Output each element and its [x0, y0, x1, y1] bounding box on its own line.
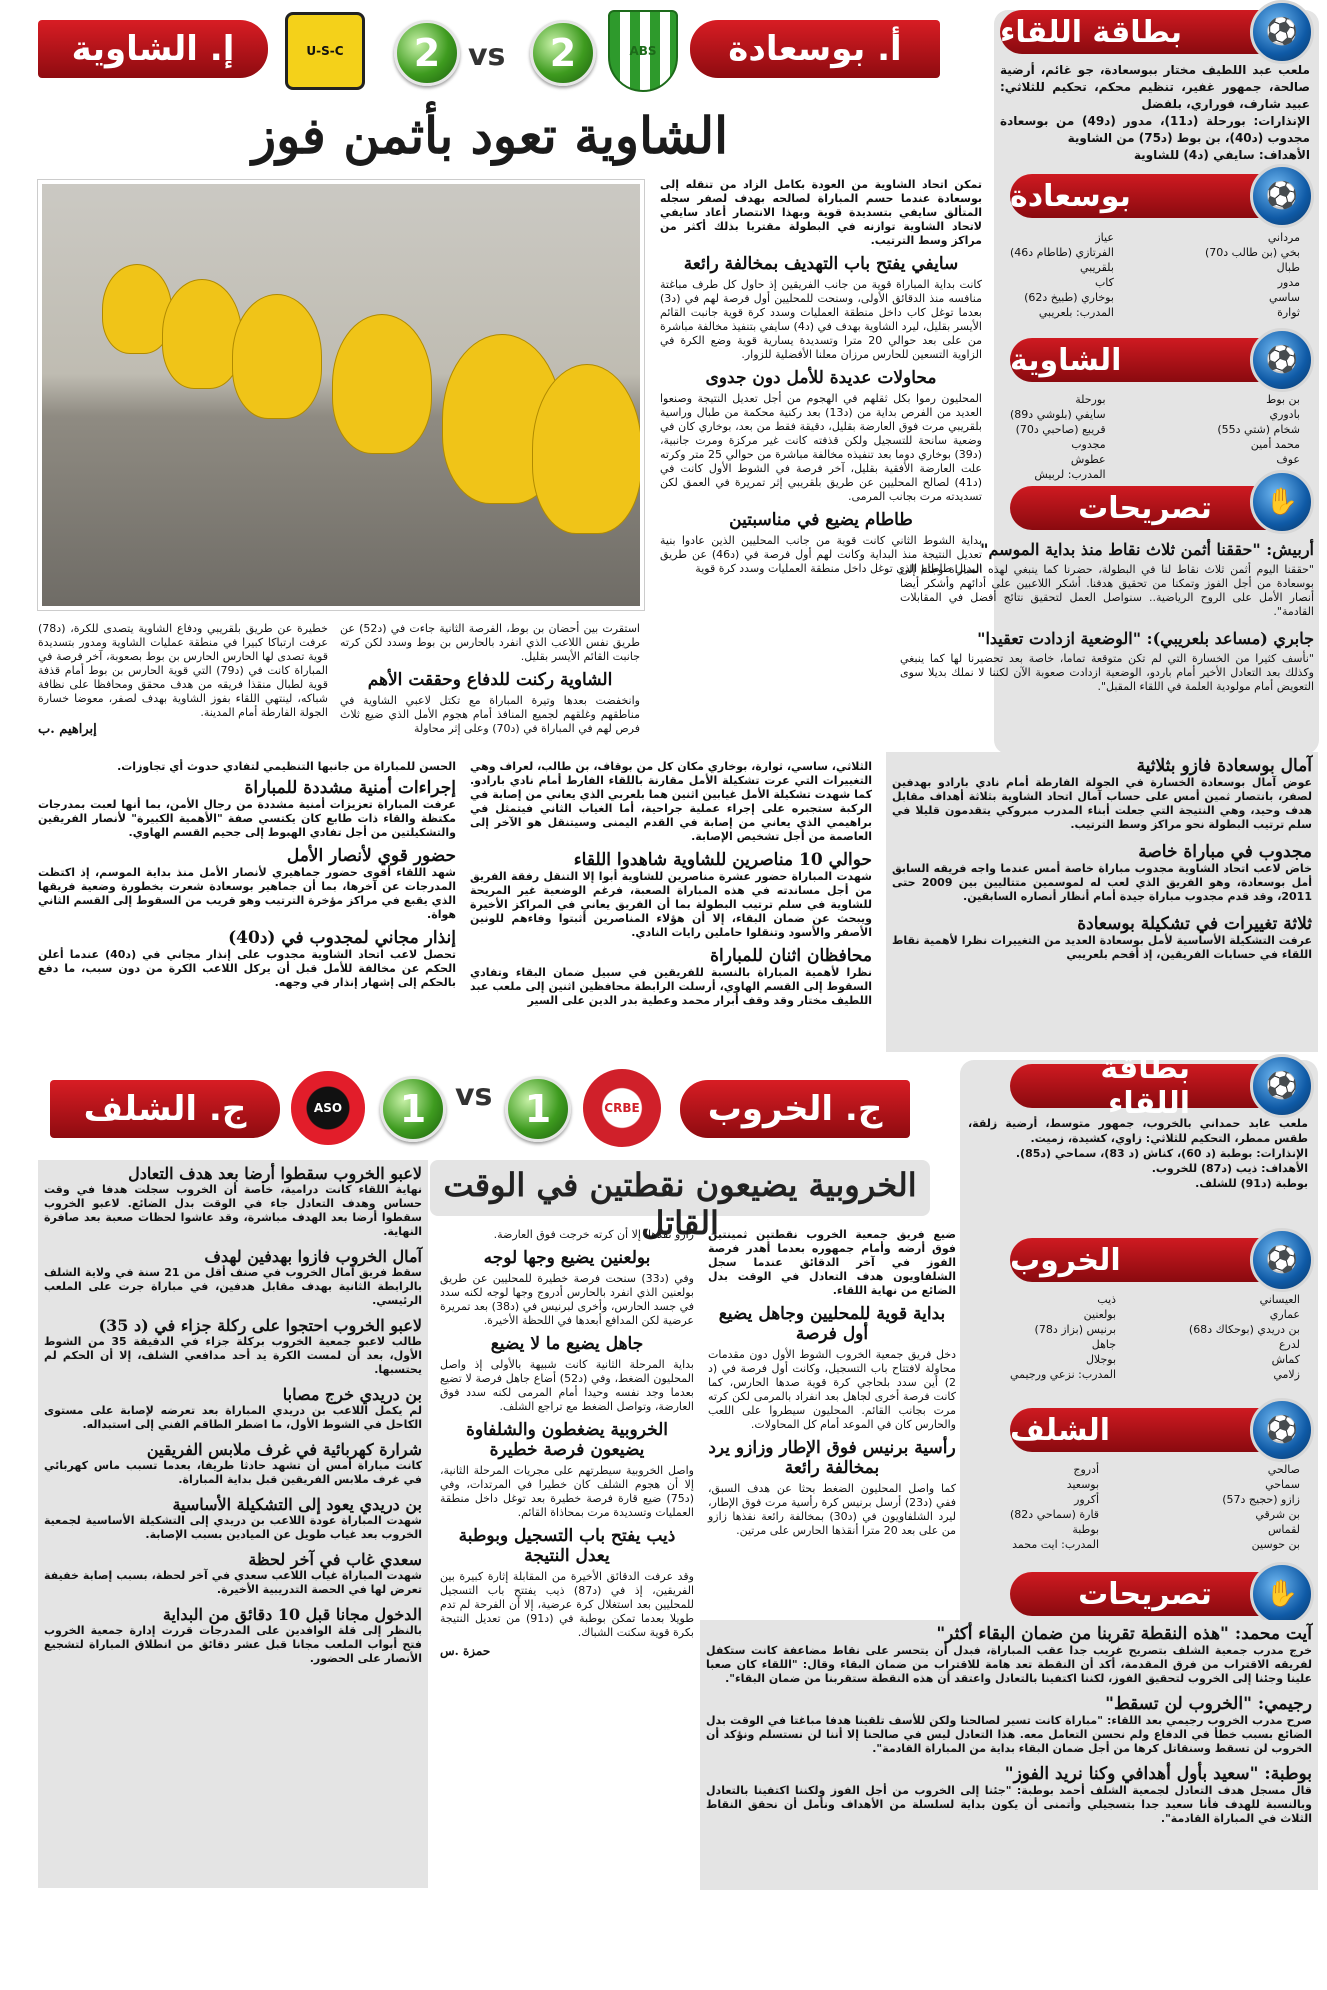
match1-right-h2: حضور قوي لأنصار الأمل — [286, 846, 456, 866]
match2-team1-lineup: العيساني عماري بن دريدي (بوحكاك د68) لدرع كماش زلامي ذيب بولعنين برنيس (بزاز د78) جاهل بوجلال المدرب: نزعي ورجيمي — [1010, 1293, 1300, 1381]
match1-side-h1: آمال بوسعادة فازو بثلاثية — [1136, 756, 1312, 776]
match2-decl1-body: خرج مدرب جمعية الشلف بتصريح غريب جدا عقب المباراة، فبدل أن يتحسر على نقاط مضاعفة كانت ستكفل لفريقه الاقتراب من فرق المقدمة، أكد أن النقطة تعد هامة للاقتراب من ضمان البقاء وقال: "اللقاء كان صعبا علينا وجئنا إلى الخروب لتحقيق الفوز، لكننا اكتفينا بالتعادل واعتقد أن هذه النقطة ستقربنا من ضمان البقاء". — [706, 1644, 1312, 1685]
match1-away-logo: U-S-C — [285, 12, 365, 90]
match1-decl1-body: "حققنا اليوم أثمن ثلاث نقاط لنا في البطولة، حضرنا كما ينبغي لهذه المباراة وجئنا إلى بوسعادة من أجل الفوز وتمكنا من تحقيق هدفنا. أشكر اللاعبين على أدائهم وأشكر أيضا أنصار الأمل على الروح الرياضية.. سنواصل العمل لتحقيق نتائج أفضل في المقابلات القادمة". — [900, 563, 1314, 618]
match2-r-h6: بن دريدي يعود إلى التشكيلة الأساسية — [172, 1495, 422, 1514]
match2-article-col2 — [440, 1228, 694, 1658]
match2-vs: vs — [455, 1078, 493, 1113]
match2-r-h1: لاعبو الخروب سقطوا أرضا بعد هدف التعادل — [128, 1164, 422, 1183]
match2-r-h4: بن دريدي خرج مصابا — [282, 1385, 422, 1404]
match1-signature: إبراهيم .ب — [38, 722, 97, 737]
match2-headline: الخروبية يضيعون نقطتين في الوقت القاتل — [443, 1166, 917, 1242]
match1-sub3: طاطام يضيع في مناسبتين — [729, 510, 913, 530]
match1-away-banner — [38, 20, 268, 78]
match2-away-team: ج. الشلف — [83, 1089, 247, 1129]
player-icon: ⚽ — [1250, 328, 1314, 392]
match1-lead: تمكن اتحاد الشاوية من العودة بكامل الزاد من تنقله إلى بوسعادة عندما حسم المباراة لصالحه بهدف لصفر سجله المتألق سايفي بتسديدة قوية وبهذا الانتصار أعاد سايفي لاتحاد الشاوية توازنه في البطولة مقتربا بذلك أكثر من مراكز وسط الترتيب. — [660, 178, 982, 247]
match1-col-left: خطيرة عن طريق بلقريبي ودفاع الشاوية يتصدى للكرة، (د78) عرفت ارتباكا كبيرا في منطقة عمليات الشاوية ومدور بتسديدة قوية تصدى لها الحارس الحارس بن بوط بصعوبة، آخر فرصة في المباراة كانت في (د79) التي قوية الحارس بن بوط أمام قذفة قوية لطبال منقذا فريقه من هدف محقق ومحافظا على نظافة شباكه، لينتهي اللقاء بفوز الشاوية بهدف لصفر، معوضا خسارة الجولة الفارطة أمام المدينة. — [38, 622, 328, 719]
match1-side-h2: مجدوب في مباراة خاصة — [1138, 842, 1312, 862]
match2-decl3-heading: بوطبة: "سعيد بأول أهدافي وكنا نريد الفوز" — [1004, 1764, 1312, 1784]
match2-r-h7: سعدي غاب في آخر لحظة — [248, 1550, 422, 1569]
match1-article-col1 — [660, 178, 982, 576]
match2-c2-h4: ذيب يفتح باب التسجيل وبوطبة يعدل النتيجة — [458, 1526, 676, 1566]
match2-away-score: 1 — [380, 1076, 446, 1142]
match1-right-b3: تحصل لاعب اتحاد الشاوية مجدوب على إنذار مجاني في (د40) عندما أعلن الحكم عن مخالفة للأمل قبل أن يركل اللاعب الكرة من دون سبب، ما دفع بالحكم إلى إشهار إنذار في وجهه. — [38, 948, 456, 989]
match1-right-text: الحسن للمباراة من جانبها التنظيمي لتفادي حدوث أي تجاوزات. — [117, 760, 456, 773]
match2-r-b6: شهدت المباراة عودة اللاعب بن دريدي إلى التشكيلة الأساسية لجمعية الخروب بعد غياب طويل عن الميادين بسبب الإصابة. — [44, 1514, 422, 1541]
match2-r-b1: نهاية اللقاء كانت درامية، خاصة أن الخروب سجلت هدفا في وقت حساس وهدف التعادل جاء في الوقت بدل الضائع. لاعبو الخروب سقطوا أرضا بعد الهدف مباشرة، وقد عاشوا لحظات صعبة بعد صافرة النهاية. — [44, 1183, 422, 1238]
match2-left-notes — [44, 1164, 422, 1666]
match1-mid-notes — [470, 760, 872, 1008]
match2-r-b4: لم يكمل اللاعب بن دريدي المباراة بعد تعرضه لإصابة على مستوى الكاحل في الشوط الأول، ما اضطر الطاقم الفني إلى استبداله. — [44, 1404, 422, 1431]
match2-c2-h2: جاهل يضيع ما لا يضيع — [490, 1334, 644, 1354]
match1-col-mid: استقرت بين أحضان بن بوط، الفرصة الثانية جاءت في (د52) عن طريق نفس اللاعب الذي انفرد بالحارس بن بوط وسدد لكن كرته جانبت القائم الأيسر بقليل. — [340, 622, 640, 663]
match1-side-notes — [892, 756, 1312, 962]
player-icon: ⚽ — [1250, 164, 1314, 228]
match1-side-b3: عرفت التشكيلة الأساسية لأمل بوسعادة العديد من التغييرات نظرا لأهمية نقاط اللقاء في حسابات الفريقين، إذ أقحم بلعريبي — [892, 934, 1312, 961]
match2-home-score: 1 — [505, 1076, 571, 1142]
match1-mid-b3: نظرا لأهمية المباراة بالنسبة للفريقين في سبيل ضمان البقاء وتفادي السقوط إلى القسم الهاوي، أرسلت الرابطة محافظين اثنين إلى ملعب عبد اللطيف مختار وقد وقف أبرار محمد وعطية بدر الدين على السير — [470, 966, 872, 1007]
match2-r-b7: شهدت المباراة غياب اللاعب سعدي في آخر لحظة، بسبب إصابة خفيفة تعرض لها في الحصة التدريبية الأخيرة. — [44, 1569, 422, 1596]
match1-sub1: سايفي يفتح باب التهديف بمخالفة رائعة — [683, 254, 959, 274]
match2-article-col1 — [708, 1228, 956, 1538]
match1-headline: الشاوية تعود بأثمن فوز — [251, 106, 729, 165]
match1-mid-h2: حوالي 10 مناصرين للشاوية شاهدوا اللقاء — [573, 850, 872, 870]
match1-mid-b2: شهدت المباراة حضور عشرة مناصرين للشاوية أبوا إلا التنقل رفقة الفريق من أجل مساندته في هذه المباراة الصعبة، فرغم الوضعية غير المريحة للشاوية في سلم ترتيب البطولة بما أن الفريق يعاني في المراكز الأخيرة ويبحث عن ضمان البقاء، إلا أن هؤلاء المناصرين أثبتوا وفاءهم للونين الأصفر والأسود وتنقلوا حاملين رايات النادي. — [470, 870, 872, 939]
match2-declarations-bar: تصريحات — [1010, 1572, 1280, 1616]
player-icon: ⚽ — [1250, 1398, 1314, 1462]
match2-declarations — [706, 1624, 1312, 1826]
match1-body3: بداية الشوط الثاني كانت قوية من جانب المحليين الذين عادوا بنية تعديل النتيجة منذ البداية وكانت لهم أول فرصة في (د46) عن طريق البديل طاطام الذي توغل داخل منطقة العمليات وسدد كرة قوية — [660, 534, 982, 575]
match2-decl1-heading: آيت محمد: "هذه النقطة تقربنا من ضمان البقاء أكثر" — [936, 1624, 1312, 1644]
match1-team2-lineup: بن بوط بادوري شخام (شتي د55) محمد أمين عوف بورحلة سايفي (بلوشي د89) قريبع (صاحبي د70) مجدوب عطوش المدرب: لربيش — [1010, 393, 1300, 481]
match1-right-b2: شهد اللقاء أقوى حضور جماهيري لأنصار الأمل منذ بداية الموسم، إذ اكتظت المدرجات عن آخرها، بما أن جماهير بوسعادة شعرت بخطورة وضعية فريقها الذي يقبع في مراكز مؤخرة الترتيب وهو قريب من السقوط إلى القسم الثاني هواة. — [38, 866, 456, 921]
match1-side-h3: ثلاثة تغييرات في تشكيلة بوسعادة — [1077, 914, 1312, 934]
match2-card-title-bar: بطاقة اللقاء — [1010, 1064, 1280, 1108]
match1-declarations-bar: تصريحات — [1010, 486, 1280, 530]
match2-c2-h3: الخروبية يضغطون والشلفاوة يضيعون فرصة خطيرة — [466, 1420, 668, 1460]
match2-away-banner — [50, 1080, 280, 1138]
match1-home-score: 2 — [530, 20, 596, 86]
match2-c2-b4: وقد عرفت الدقائق الأخيرة من المقابلة إثارة كبيرة بين الفريقين، إذ في (د87) ذيب يفتتح باب التسجيل للمحليين بعد استغلال كرة عرضية، إلا أن الفرحة لم تدم طويلا بعدما تمكن بوطبة في (د91) من تعديل النتيجة بكرة قوية سكنت الشباك. — [440, 1570, 694, 1639]
match1-mid-h3: محافظان اثنان للمباراة — [710, 946, 872, 966]
match2-c2-b3: واصل الخروبية سيطرتهم على مجريات المرحلة الثانية، إلا أن هجوم الشلف كان خطيرا في المرتدات، وفي (د75) ضيع قارة فرصة خطيرة بعد توغل داخل منطقة العمليات وتسديدة مرت بمحاذاة القائم. — [440, 1464, 694, 1519]
match1-decl1-heading: أربيش: "حققنا أثمن ثلاث نقاط منذ بداية الموسم" — [980, 540, 1314, 559]
match2-c2-b1: وفي (د33) سنحت فرصة خطيرة للمحليين عن طريق بولعنين الذي انفرد بالحارس أدروج وجها لوجه لكنه سدد في جسد الحارس، وأخرى لبرنيس في (د38) بعد تمريرة عرضية لكن المدافع أبعدها في اللحظة الأخيرة. — [440, 1272, 694, 1327]
match2-r-h2: آمال الخروب فازوا بهدفين لهدف — [204, 1247, 422, 1266]
match1-home-logo: ABS — [608, 10, 678, 92]
match1-decl2-heading: جابري (مساعد بلعريبي): "الوضعية ازدادت تعقيدا" — [977, 629, 1314, 648]
match2-c1-b2: كما واصل المحليون الضغط بحثا عن هدف السبق، ففي (د23) أرسل برنيس كرة رأسية مرت فوق الإطار، ليرد الشلفاويون في (د30) بمخالفة رائعة نفذها زازو من على بعد 20 مترا أنقذها الحارس على مرتين. — [708, 1482, 956, 1537]
match2-lead2: زازو نفذها، إلا أن كرته خرجت فوق العارضة. — [493, 1228, 694, 1241]
whistle-icon: ✋ — [1250, 1562, 1314, 1626]
match2-r-h8: الدخول مجانا قبل 10 دقائق من البداية — [162, 1605, 422, 1624]
match1-team-photo — [38, 180, 644, 610]
match2-r-b8: بالنظر إلى قلة الوافدين على المدرجات قررت إدارة جمعية الخروب فتح أبواب الملعب مجانا قبل عشر دقائق من انطلاق المباراة لتشجيع الأنصار على الحضور. — [44, 1624, 422, 1665]
match2-home-team: ج. الخروب — [707, 1089, 883, 1129]
match2-card-text: ملعب عابد حمداني بالخروب، جمهور متوسط، أرضية زلقة، طقس ممطر، التحكيم للثلاثي: زاوي، كشيدة، زميت. الإنذارات: بوطبة (د 60)، كناش (د 83)، سماحي (د85). الأهداف: ذيب (د87) للخروب. بوطبة (د91) للشلف. — [968, 1117, 1308, 1190]
match1-sub4: الشاوية ركنت للدفاع وحققت الأهم — [367, 670, 613, 690]
match1-side-b2: خاض لاعب اتحاد الشاوية مجدوب مباراة خاصة أمس عندما واجه فريقه السابق أمل بوسعادة، وهو الفريق الذي لعب له لموسمين متتاليين بين 2009 حتى 2011، وقد قدم مجدوب مباراة جيدة أمام أنظار أنصاره السابقين. — [892, 862, 1312, 903]
match2-r-b2: سقط فريق آمال الخروب في صنف أقل من 21 سنة في ولاية الشلف بالرابطة الثانية بهدف مقابل هدفين، في مباراة جرت على الملعب الرئيسي. — [44, 1266, 422, 1307]
match1-side-b1: عوض آمال بوسعادة الخسارة في الجولة الفارطة أمام نادي بارادو بهدفين لصفر، بانتصار ثمين أمس على حساب آمال اتحاد الشاوية بثلاثة أهداف مقابل هدف وحيد، وهي النتيجة التي جعلت أبناء المدرب مبروكي يتقدمون قليلا في سلم ترتيب البطولة نحو مراكز وسط الترتيب. — [892, 776, 1312, 831]
match1-team2-bar: الشاوية — [1010, 338, 1280, 382]
player-icon: ⚽ — [1250, 1054, 1314, 1118]
player-icon: ⚽ — [1250, 1228, 1314, 1292]
match1-right-h3: إنذار مجاني لمجدوب في (د40) — [228, 928, 456, 948]
match2-r-h5: شرارة كهربائية في غرف ملابس الفريقين — [146, 1440, 422, 1459]
match1-article-col2 — [340, 622, 640, 736]
match2-decl3-body: قال مسجل هدف التعادل لجمعية الشلف أحمد بوطبة: "جئنا إلى الخروب من أجل الفوز ولكننا اكتفينا بالتعادل وبالنسبة للهدف فأنا سعيد جدا بتسجيلي وأتمنى أن يكون بداية لسلسلة من الأهداف ونأمل أن نحقق النقاط الثلاث في المباراة القادمة". — [706, 1784, 1312, 1825]
match2-r-b5: كانت مباراة أمس أن تشهد حادثا طريفا، بعدما تسبب ماس كهربائي في غرف ملابس الفريقين قبل بداية المباراة. — [44, 1459, 422, 1486]
match2-home-banner — [680, 1080, 910, 1138]
match2-signature: حمزة .س — [440, 1644, 491, 1658]
match1-body1: كانت بداية المباراة قوية من جانب الفريقين إذ حاول كل طرف مباغتة منافسه منذ الدقائق الأولى، وسنحت للمحليين أول فرصة لهم في (د3) بعدما توغل كاب داخل منطقة العمليات وسدد كرة قوية جانبت القائم الأيسر بقليل، ليرد الشاوية بهدف في (د4) سايفي بتنفيذ مخالفة مباشرة من على بعد حوالي 20 مترا وتسديدة يسارية قوية وضع الكرة في الزاوية التسعين للحارس مرزان معلنا الأفضلية للزوار. — [660, 278, 982, 361]
match1-vs: vs — [468, 38, 506, 73]
match2-c1-h1: بداية قوية للمحليين وجاهل يضيع أول فرصة — [718, 1304, 946, 1344]
match2-team2-bar: الشلف — [1010, 1408, 1280, 1452]
match1-right-b1: عرفت المباراة تعزيزات أمنية مشددة من رجال الأمن، بما أنها لعبت بمدرجات مكتظة والقاء ذات طابع كان يكتسي صفة "الأهمية الكبيرة" لأنصار الفريقين والتشكيلتين من أجل تفادي الهبوط إلى جحيم القسم الهاوي. — [38, 798, 456, 839]
match2-lead: ضيع فريق جمعية الخروب نقطتين ثمينتين فوق أرضه وأمام جمهوره بعدما أهدر فرصة الفوز في آخر الدقائق عندما سجل الشلفاويون هدف التعادل في الوقت بدل الضائع من نهاية اللقاء. — [708, 1228, 956, 1297]
match1-away-team: إ. الشاوية — [71, 29, 235, 69]
match2-home-logo: CRBE — [580, 1066, 664, 1150]
match2-c2-b2: بداية المرحلة الثانية كانت شبيهة بالأولى إذ واصل المحليون الضغط، وفي (د52) أضاع جاهل فرصة لا تضيع بعدما وجد نفسه وحيدا أمام المرمى لكنه سدد فوق العارضة، وتواصل الضغط مع تراجع الشلف. — [440, 1358, 694, 1413]
match1-right-notes — [38, 760, 456, 990]
match2-r-b3: طالب لاعبو جمعية الخروب بركلة جزاء في الدقيقة 35 من الشوط الأول، بعد أن لمست الكرة يد أحد مدافعي الشلف، إلا أن الحكم لم يحتسبها. — [44, 1335, 422, 1376]
match1-mid-text: الثلاثي، ساسي، ثوارة، بوخاري مكان كل من بوقاف، بن طالب، لعراف وهي التغييرات التي عرت تشكيلة الأمل مقارنة باللقاء الفارط أمام نادي بارادو. كما شهدت تشكيلة الأمل غيابين اثنين هما بلعربي الذي يعاني من إصابة في الركبة ستجبره على إجراء عملية جراحية، أما الغياب الثاني فيتمثل في براهيمي الذي يعاني من إصابة في القدم اليمنى وسيتنقل هو الآخر إلى العاصمة من أجل تشخيص الإصابة. — [470, 760, 872, 843]
player-icon: ⚽ — [1250, 0, 1314, 64]
match1-away-score: 2 — [394, 20, 460, 86]
match2-away-logo: ASO — [288, 1068, 368, 1148]
match1-decl2-body: "نأسف كثيرا من الخسارة التي لم تكن متوقعة تماما، خاصة بعد تحضيرنا لها كما ينبغي وكذلك بعد التعادل الأخير أمام باردو، الوضعية ازدادت صعوبة الآن لكننا لا نملك بديلا سوى التعويض أمام مولودية العلمة في اللقاء المقبل". — [900, 652, 1314, 693]
match2-c2-h1: بولعنين يضيع وجها لوجه — [483, 1248, 651, 1268]
match2-team2-lineup: صالحي سماحي زازو (حجيج د57) بن شرقي لقماس بن حوسين أدروج بوسعيد أكرور قارة (سماحي د82) بوطبة المدرب: ايت محمد — [1010, 1463, 1300, 1551]
match2-c1-h2: رأسية برنيس فوق الإطار وزازو يرد بمخالفة رائعة — [708, 1438, 956, 1478]
match1-home-banner — [690, 20, 940, 78]
match1-card-title-bar: بطاقة اللقاء — [1000, 10, 1280, 54]
whistle-icon: ✋ — [1250, 470, 1314, 534]
match2-team1-bar: الخروب — [1010, 1238, 1280, 1282]
match2-r-h3: لاعبو الخروب احتجوا على ركلة جزاء في (د 35) — [98, 1316, 422, 1335]
match1-team1-bar: بوسعادة — [1010, 174, 1280, 218]
match2-decl2-body: صرح مدرب الخروب رجيمي بعد اللقاء: "مباراة كانت تسير لصالحنا ولكن للأسف تلقينا هدفا مباغتا في الوقت بدل الضائع بسبب خطأ في الدفاع ولم نحسن التعامل معه. هذا التعادل ليس في صالحنا إلا أننا لن نستسلم ونؤكد أن الخروب لن تسقط وسنقاتل كرها من أجل ضمان البقاء بداية من المباراة القادمة". — [706, 1714, 1312, 1755]
match1-card-text: ملعب عبد اللطيف مختار ببوسعادة، جو غائم، أرضية صالحة، جمهور غفير، تنظيم محكم، تحكيم للثلاثي: عبيد شارف، فوراري، بلفضل الإنذارات: بورحلة (د11)، مدور (د49) من بوسعادة مجدوب (د40)، بن بوط (د75) من الشاوية الأهداف: سايفي (د4) للشاوية — [1000, 63, 1310, 162]
match1-home-team: أ. بوسعادة — [728, 29, 902, 69]
match1-body2: المحليون رموا بكل ثقلهم في الهجوم من أجل تعديل النتيجة وصنعوا العديد من الفرص بداية من (د13) بعد ركنية محكمة من طبال وراسية بلقريبي مرت فوق العارضة بقليل، دقيقة فقط من بعد، بوخاري كان في وضعية سانحة للتسجيل ولكن قذفته كانت غير مركزة ومرت جانبية، (د39) بوخاري دوما بعد تنفيذه مخالفة مباشرة من حوالي 25 متر وكرته علت العارضة الأفقية بقليل، آخر فرصة في الشوط الأول كانت في (د41) لصالح المحليين عن طريق بلقريبي إثر تمريرة في العمق لكن تسديدته مرت بجانب المرمى. — [660, 392, 982, 503]
match1-sub2: محاولات عديدة للأمل دون جدوى — [705, 368, 937, 388]
match1-right-h1: إجراءات أمنية مشددة للمباراة — [244, 778, 456, 798]
match1-article-col3 — [38, 622, 328, 737]
match1-team1-lineup: مرداني بخي (بن طالب د70) طبال مدور ساسي ثوارة عياز الفرتازي (طاطام د46) بلقريبي كاب بوخاري (طبيخ د62) المدرب: بلعريبي — [1010, 231, 1300, 319]
match2-c1-b1: دخل فريق جمعية الخروب الشوط الأول دون مقدمات محاولة لافتتاح باب التسجيل، وكانت أول فرصة في (د 2) أين سدد بلحاجي كرة قوية صدها الحارس، كما كانت فرصة أخرى لجاهل بعد انفراد بالمرمى لكن كرته مرت بجانب القائم. المحليون سيطروا على اللعب والحارس كان في الموعد أمام كل المحاولات. — [708, 1348, 956, 1431]
match2-decl2-heading: رجيمي: "الخروب لن تسقط" — [1105, 1694, 1312, 1714]
match1-body4: وانخفضت بعدها وتيرة المباراة مع تكتل لاعبي الشاوية في مناطقهم وغلقهم لجميع المنافذ أمام هجوم الأمل الذي ضيع ثلاث فرص لهم في المباراة في (د70) وعلى إثر محاولة — [340, 694, 640, 735]
